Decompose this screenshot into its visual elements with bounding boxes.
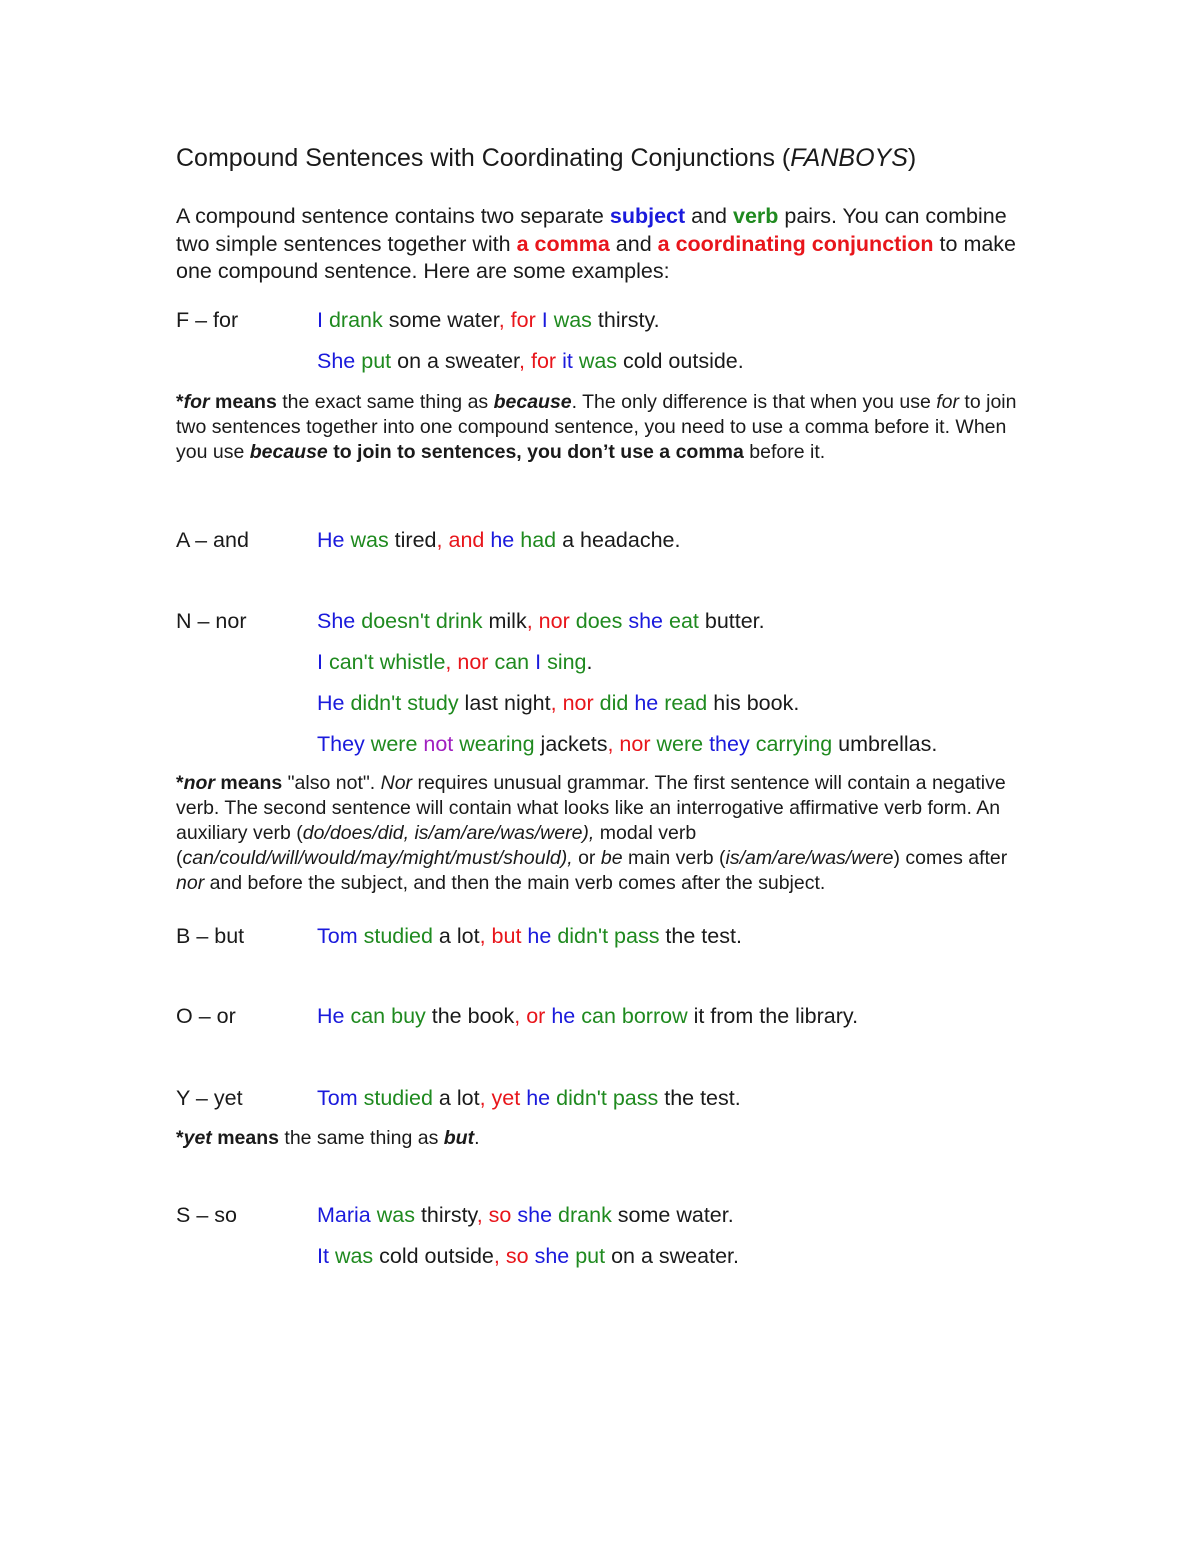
intro-text: and	[609, 231, 658, 256]
verb: sing	[547, 650, 587, 674]
note-text: the same thing as	[278, 1127, 444, 1149]
verb: drank	[328, 308, 383, 332]
verb: can borrow	[581, 1004, 688, 1028]
text: on a sweater	[391, 349, 520, 373]
verb: put	[575, 1244, 606, 1268]
text: a headache.	[556, 528, 681, 552]
example-label: S – so	[176, 1203, 237, 1227]
comma: ,	[479, 924, 486, 948]
subject: he	[526, 1086, 551, 1110]
note-text: ) comes after	[893, 847, 1008, 869]
note-text: to join two sentences together into one compound sentence, you need to use a comma before it. When you use	[176, 391, 1017, 463]
note-text: to join to sentences, you don’t use a comma	[327, 441, 744, 463]
example-sentence	[317, 525, 680, 555]
negative: not	[423, 732, 454, 756]
subject: I	[317, 650, 323, 674]
verb: was	[350, 528, 389, 552]
text: thirsty.	[591, 308, 660, 332]
comma: ,	[436, 528, 443, 552]
verb: wearing	[459, 732, 535, 756]
comma: ,	[479, 1086, 486, 1110]
intro-text: A compound sentence contains two separate	[176, 204, 610, 228]
verb: did	[599, 691, 629, 715]
subject: it	[562, 349, 573, 373]
verb: drink	[435, 609, 483, 633]
note-for	[176, 390, 1036, 465]
conjunction: but	[491, 924, 522, 948]
verb: didn't	[350, 691, 402, 715]
verb: didn't pass	[556, 1086, 659, 1110]
comma: ,	[498, 308, 505, 332]
verb: didn't pass	[557, 924, 660, 948]
subject: Tom	[317, 1086, 358, 1110]
conjunction: and	[448, 528, 485, 552]
text: .	[586, 650, 593, 674]
text: cold outside	[373, 1244, 494, 1268]
verb: was	[334, 1244, 374, 1268]
note-star: *	[176, 1127, 184, 1149]
note-text: or	[572, 847, 601, 869]
verb: had	[520, 528, 557, 552]
note-means: means	[215, 772, 283, 794]
note-term: nor	[183, 772, 216, 794]
subject: he	[634, 691, 659, 715]
text: the test.	[659, 924, 742, 948]
text: the test.	[658, 1086, 741, 1110]
example-sentence	[317, 729, 937, 759]
note-text: . The only difference is that when you use	[571, 391, 937, 413]
note-means: means	[211, 1127, 279, 1149]
verb: drank	[558, 1203, 612, 1227]
note-text: main verb (	[622, 847, 726, 869]
note-term: because	[493, 391, 572, 413]
conjunction: yet	[491, 1086, 521, 1110]
note-text: requires unusual grammar. The first sentence will contain a negative verb. The second sentence will contain what looks like an interrogative affirmative verb form. An auxiliary verb (	[176, 772, 1006, 844]
comma: ,	[445, 650, 452, 674]
intro-conjunction: a coordinating conjunction	[657, 231, 934, 256]
subject: I	[535, 650, 542, 674]
note-term: yet	[183, 1127, 212, 1149]
text: the book	[425, 1004, 515, 1028]
example-sentence	[317, 688, 799, 718]
intro-text: to make one compound sentence. Here are some examples:	[176, 231, 1017, 283]
example-label: F – for	[176, 308, 239, 332]
intro-text: pairs. You can combine two simple sentences together with	[176, 204, 1007, 256]
verb: was	[578, 349, 618, 373]
text: umbrellas.	[832, 732, 938, 756]
note-text: "also not".	[282, 772, 381, 794]
text: last night	[458, 691, 551, 715]
subject: he	[551, 1004, 576, 1028]
note-term: nor	[176, 872, 205, 894]
example-sentence	[317, 1241, 739, 1271]
verb: put	[361, 349, 392, 373]
note-term: do/does/did, is/am/are/was/were),	[302, 822, 595, 844]
example-label: A – and	[176, 528, 249, 552]
subject: She	[317, 349, 356, 373]
text: butter.	[698, 609, 765, 633]
verb: studied	[363, 1086, 433, 1110]
title-close: )	[907, 144, 917, 172]
intro-verb: verb	[732, 204, 779, 228]
example-label: O – or	[176, 1004, 236, 1028]
note-star: *	[176, 772, 184, 794]
verb: was	[376, 1203, 415, 1227]
text: cold outside.	[617, 349, 744, 373]
note-term: be	[600, 847, 623, 869]
title-fanboys: FANBOYS	[790, 144, 908, 172]
text: his book.	[707, 691, 800, 715]
verb: doesn't	[361, 609, 430, 633]
subject: I	[317, 308, 323, 332]
example-label: B – but	[176, 924, 245, 948]
text: jackets	[534, 732, 608, 756]
note-text: before it.	[743, 441, 826, 463]
comma: ,	[476, 1203, 483, 1227]
note-term: for	[183, 391, 210, 413]
conjunction: or	[526, 1004, 546, 1028]
verb: were	[370, 732, 418, 756]
conjunction: for	[531, 349, 557, 373]
example-sentence	[317, 1001, 858, 1031]
subject: She	[317, 609, 356, 633]
subject: Maria	[317, 1203, 371, 1227]
text: some water.	[611, 1203, 734, 1227]
example-sentence	[317, 921, 742, 951]
conjunction: nor	[619, 732, 651, 756]
text: milk	[482, 609, 527, 633]
note-text: .	[474, 1127, 480, 1149]
example-sentence	[317, 346, 744, 376]
comma: ,	[550, 691, 557, 715]
conjunction: so	[488, 1203, 512, 1227]
example-sentence	[317, 606, 765, 636]
comma: ,	[519, 349, 526, 373]
subject: Tom	[317, 924, 358, 948]
title-text: Compound Sentences with Coordinating Conjunctions (	[176, 144, 791, 172]
note-text: the exact same thing as	[276, 391, 494, 413]
intro-comma: a comma	[516, 231, 610, 256]
text: a lot	[432, 924, 480, 948]
subject: he	[490, 528, 515, 552]
verb: was	[553, 308, 592, 332]
subject: I	[541, 308, 548, 332]
note-term: because	[249, 441, 328, 463]
conjunction: nor	[457, 650, 489, 674]
subject: They	[317, 732, 365, 756]
subject: they	[709, 732, 750, 756]
example-label: N – nor	[176, 609, 247, 633]
comma: ,	[607, 732, 614, 756]
text: thirsty	[414, 1203, 477, 1227]
note-term: can/could/will/would/may/might/must/should),	[182, 847, 573, 869]
verb: can	[494, 650, 530, 674]
intro-subject: subject	[609, 204, 686, 228]
subject: she	[534, 1244, 570, 1268]
note-means: means	[209, 391, 277, 413]
text: some water	[382, 308, 499, 332]
conjunction: so	[505, 1244, 529, 1268]
verb: does	[575, 609, 623, 633]
subject: He	[317, 691, 345, 715]
note-text: and before the subject, and then the main verb comes after the subject.	[204, 872, 826, 894]
comma: ,	[526, 609, 533, 633]
note-star: *	[176, 391, 184, 413]
conjunction: for	[510, 308, 536, 332]
text: it from the library.	[687, 1004, 859, 1028]
intro-text: and	[685, 204, 733, 228]
example-sentence	[317, 1083, 741, 1113]
subject: she	[517, 1203, 553, 1227]
intro-paragraph	[176, 203, 1026, 286]
verb: studied	[363, 924, 433, 948]
conjunction: nor	[562, 691, 594, 715]
subject: she	[628, 609, 664, 633]
note-term: but	[443, 1127, 475, 1149]
verb: read	[664, 691, 708, 715]
note-yet	[176, 1126, 1036, 1151]
example-sentence	[317, 305, 660, 335]
note-text: modal verb (	[176, 822, 697, 869]
note-term: is/am/are/was/were	[725, 847, 894, 869]
note-term: Nor	[380, 772, 413, 794]
verb: study	[407, 691, 459, 715]
example-sentence	[317, 647, 593, 677]
text: on a sweater.	[605, 1244, 739, 1268]
page-title	[176, 140, 916, 176]
note-term: for	[936, 391, 960, 413]
text: tired	[388, 528, 437, 552]
comma: ,	[514, 1004, 521, 1028]
verb: carrying	[755, 732, 833, 756]
verb: eat	[669, 609, 699, 633]
verb: were	[656, 732, 704, 756]
verb: can buy	[350, 1004, 426, 1028]
note-nor	[176, 771, 1036, 896]
subject: It	[317, 1244, 329, 1268]
example-sentence	[317, 1200, 734, 1230]
subject: he	[527, 924, 552, 948]
verb: whistle	[379, 650, 446, 674]
subject: He	[317, 528, 345, 552]
verb: can't	[328, 650, 374, 674]
text: a lot	[432, 1086, 480, 1110]
example-label: Y – yet	[176, 1086, 243, 1110]
subject: He	[317, 1004, 345, 1028]
comma: ,	[493, 1244, 500, 1268]
conjunction: nor	[538, 609, 570, 633]
